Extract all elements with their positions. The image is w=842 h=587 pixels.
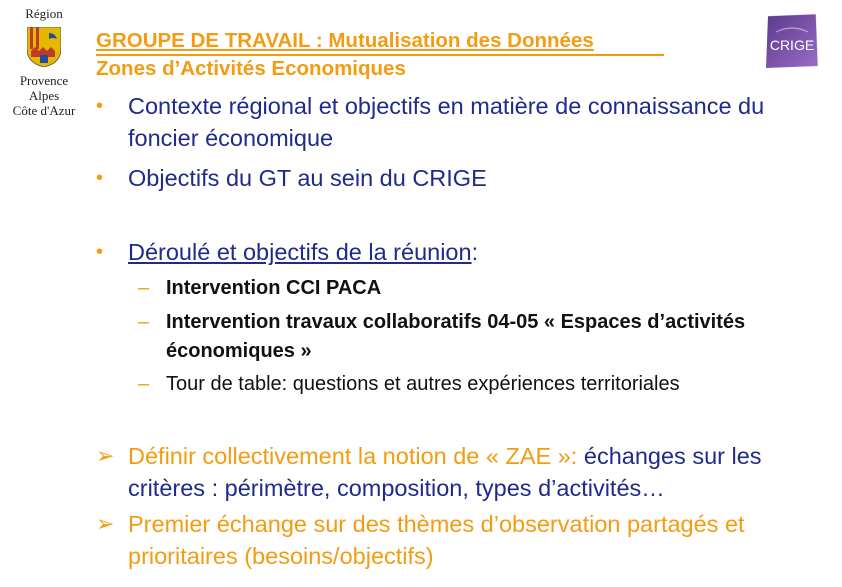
slide-title: GROUPE DE TRAVAIL : Mutualisation des Données bbox=[96, 29, 594, 52]
arrow-bullet-icon: ➢ bbox=[96, 511, 115, 536]
bullet-dot-icon: • bbox=[96, 167, 104, 189]
bullet-text-2: Objectifs du GT au sein du CRIGE bbox=[128, 165, 487, 191]
bullet-text-1: Contexte régional et objectifs en matière de connaissance du foncier économique bbox=[128, 93, 765, 151]
region-name-line1: Provence bbox=[19, 73, 69, 88]
arrow-item-1-text: échanges sur les critères : périmètre, composition, types d’activités… bbox=[128, 443, 762, 501]
slide-subtitle: Zones d’Activités Economiques bbox=[96, 57, 406, 80]
slide-header bbox=[96, 28, 756, 82]
region-label: Région bbox=[25, 6, 63, 21]
sub-item-text-1: Intervention CCI PACA bbox=[166, 277, 382, 299]
bullet-text-3: Déroulé et objectifs de la réunion bbox=[128, 239, 472, 265]
sub-item-text-3: Tour de table: questions et autres expériences territoriales bbox=[166, 373, 680, 395]
region-name-line3: Côte d'Azur bbox=[12, 103, 76, 118]
region-logo bbox=[6, 6, 82, 126]
dash-icon: – bbox=[138, 277, 150, 299]
slide-title-line bbox=[96, 28, 664, 56]
dash-icon: – bbox=[138, 373, 150, 395]
bullet-dot-icon: • bbox=[96, 241, 104, 263]
bullet-text-3-suffix: : bbox=[471, 239, 479, 265]
arrow-item-1-highlight: Définir collectivement la notion de « ZAE »: bbox=[128, 443, 578, 469]
crige-logo bbox=[762, 12, 820, 70]
coat-of-arms-icon bbox=[27, 27, 61, 67]
bullet-dot-icon: • bbox=[96, 95, 104, 117]
sub-item-text-2: Intervention travaux collaboratifs 04-05 « Espaces d’activités économiques » bbox=[166, 311, 746, 362]
crige-logo-text: CRIGE bbox=[769, 37, 815, 53]
region-name-line2: Alpes bbox=[28, 88, 60, 103]
arrow-item-2-highlight: Premier échange sur des thèmes d’observation partagés et prioritaires (besoins/objectifs) bbox=[128, 511, 745, 569]
arrow-bullet-icon: ➢ bbox=[96, 443, 115, 468]
dash-icon: – bbox=[138, 311, 150, 333]
